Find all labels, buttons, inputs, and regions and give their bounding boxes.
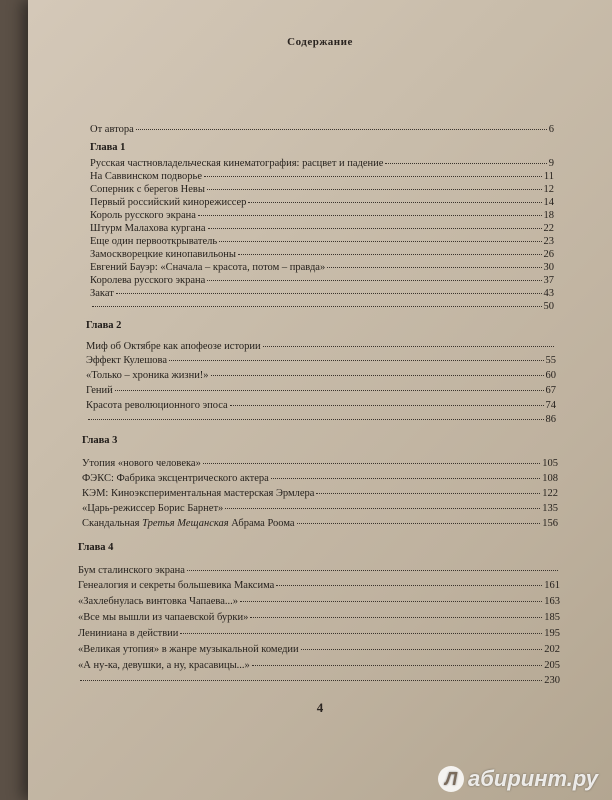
toc-entry-title: Миф об Октябре как апофеозе истории	[86, 341, 261, 352]
toc-entry	[78, 628, 560, 639]
toc-entry	[86, 414, 556, 425]
toc-entry-title: Штурм Малахова кургана	[90, 223, 206, 234]
toc-entry-page: 202	[544, 644, 560, 655]
toc-entry-title: Утопия «нового человека»	[82, 458, 201, 469]
watermark-text: абиринт.ру	[468, 766, 598, 791]
toc-entry-title	[82, 518, 295, 529]
toc-entry	[82, 518, 558, 529]
toc-entry	[90, 301, 554, 312]
leader-dots	[276, 585, 542, 586]
toc-entry-title: «Только – хроника жизни!»	[86, 370, 209, 381]
toc-entry-title: «А ну-ка, девушки, а ну, красавицы...»	[78, 660, 250, 671]
toc-entry-page: 12	[543, 184, 554, 195]
toc-entry	[78, 660, 560, 671]
toc-entry-title: Лениниана в действии	[78, 628, 179, 639]
toc-entry-title: Русская частновладельческая кинематография: расцвет и падение	[90, 158, 384, 169]
toc-entry-title: От автора	[90, 124, 134, 135]
toc-entry-title: Еще один первооткрыватель	[90, 236, 218, 247]
leader-dots	[92, 306, 542, 307]
chapter-heading: Глава 3	[82, 435, 118, 446]
leader-dots	[207, 280, 541, 281]
toc-entry-page: 9	[548, 158, 554, 169]
leader-dots	[187, 570, 558, 571]
toc-entry	[90, 275, 554, 286]
toc-entry	[90, 236, 554, 247]
toc-entry-title: Королева русского экрана	[90, 275, 206, 286]
title-tail-part: Абрама Роома	[228, 518, 295, 529]
page-number: 4	[316, 700, 324, 715]
toc-entry-page: 55	[545, 355, 556, 366]
leader-dots	[225, 508, 540, 509]
leader-dots	[219, 241, 541, 242]
toc-entry-title: «Великая утопия» в жанре музыкальной комедии	[78, 644, 299, 655]
toc-entry	[90, 249, 554, 260]
toc-entry-title: Король русского экрана	[90, 210, 196, 221]
toc-entry	[82, 503, 558, 514]
toc-entry-title: «Все мы вышли из чапаевской бурки»	[78, 612, 249, 623]
toc-entry-page: 135	[542, 503, 558, 514]
toc-entry	[90, 124, 554, 135]
toc-entry-page: 60	[545, 370, 556, 381]
toc-entry-page: 163	[544, 596, 560, 607]
watermark	[438, 766, 598, 792]
toc-entry-page: 67	[545, 385, 556, 396]
toc-entry-page: 185	[544, 612, 560, 623]
leader-dots	[248, 202, 541, 203]
toc-entry-page: 37	[543, 275, 554, 286]
leader-dots	[230, 405, 544, 406]
toc-entry-title: ФЭКС: Фабрика эксцентрического актера	[82, 473, 269, 484]
toc-entry	[90, 288, 554, 299]
toc-entry-page: 156	[542, 518, 558, 529]
leader-dots	[207, 189, 542, 190]
toc-entry	[90, 184, 554, 195]
leader-dots	[88, 419, 544, 420]
toc-entry-title: Красота революционного эпоса	[86, 400, 228, 411]
toc-entry-title: На Саввинском подворье	[90, 171, 202, 182]
leader-dots	[208, 228, 542, 229]
toc-entry	[86, 370, 556, 381]
chapter-heading: Глава 4	[78, 542, 114, 553]
leader-dots	[316, 493, 540, 494]
toc-entry-title: «Захлебнулась винтовка Чапаева...»	[78, 596, 239, 607]
toc-entry-page: 195	[544, 628, 560, 639]
toc-entry	[78, 565, 560, 576]
toc-entry-page: 23	[543, 236, 554, 247]
toc-entry	[86, 385, 556, 396]
toc-entry-title: Гений	[86, 385, 113, 396]
toc-entry	[90, 262, 554, 273]
toc-entry-title: Эффект Кулешова	[86, 355, 168, 366]
toc-entry	[82, 458, 558, 469]
toc-entry	[78, 612, 560, 623]
toc-entry	[82, 488, 558, 499]
leader-dots	[327, 267, 541, 268]
toc-entry	[90, 158, 554, 169]
toc-entry-page: 108	[542, 473, 558, 484]
toc-entry	[86, 400, 556, 411]
title-italic-part: Третья Мещанская	[142, 518, 229, 529]
leader-dots	[301, 649, 543, 650]
toc-entry-page: 6	[548, 124, 554, 135]
labirint-logo-icon: Л	[438, 766, 464, 792]
chapter-heading: Глава 1	[90, 142, 126, 153]
toc-entry-page: 18	[543, 210, 554, 221]
toc-entry-title: Евгений Бауэр: «Сначала – красота, потом – правда»	[90, 262, 326, 273]
toc-entry	[78, 580, 560, 591]
leader-dots	[198, 215, 542, 216]
toc-entry-title: Бум сталинского экрана	[78, 565, 185, 576]
toc-entry-page: 30	[543, 262, 554, 273]
page-title: Содержание	[287, 36, 353, 48]
leader-dots	[136, 129, 547, 130]
leader-dots	[271, 478, 540, 479]
toc-entry-page: 11	[543, 171, 554, 182]
toc-entry	[90, 223, 554, 234]
toc-entry-page: 74	[545, 400, 556, 411]
toc-entry	[78, 675, 560, 686]
leader-dots	[203, 463, 540, 464]
toc-entry-page: 43	[543, 288, 554, 299]
table-of-contents	[28, 0, 612, 800]
toc-entry	[90, 197, 554, 208]
toc-entry-page: 14	[543, 197, 554, 208]
leader-dots	[169, 360, 543, 361]
toc-entry	[86, 355, 556, 366]
leader-dots	[211, 375, 544, 376]
book-page	[28, 0, 612, 800]
toc-entry-title: Первый российский кинорежиссер	[90, 197, 247, 208]
leader-dots	[115, 390, 544, 391]
chapter-heading: Глава 2	[86, 320, 122, 331]
leader-dots	[252, 665, 542, 666]
toc-entry-page: 26	[543, 249, 554, 260]
toc-entry	[90, 210, 554, 221]
leader-dots	[180, 633, 542, 634]
title-part: Скандальная	[82, 518, 143, 529]
toc-entry-title: Соперник с берегов Невы	[90, 184, 205, 195]
leader-dots	[385, 163, 546, 164]
toc-entry	[78, 644, 560, 655]
leader-dots	[263, 346, 554, 347]
toc-entry	[90, 171, 554, 182]
toc-entry	[82, 473, 558, 484]
leader-dots	[250, 617, 542, 618]
toc-entry-page: 50	[543, 301, 554, 312]
leader-dots	[116, 293, 542, 294]
toc-entry-page: 230	[544, 675, 560, 686]
leader-dots	[297, 523, 541, 524]
leader-dots	[80, 680, 542, 681]
toc-entry-page: 122	[542, 488, 558, 499]
toc-entry-page: 161	[544, 580, 560, 591]
toc-entry-title: Закат	[90, 288, 114, 299]
toc-entry-title: «Царь-режиссер Борис Барнет»	[82, 503, 224, 514]
leader-dots	[240, 601, 542, 602]
toc-entry-title: Генеалогия и секреты большевика Максима	[78, 580, 275, 591]
leader-dots	[238, 254, 542, 255]
toc-entry-page: 86	[545, 414, 556, 425]
toc-entry-page: 105	[542, 458, 558, 469]
toc-entry	[86, 341, 556, 352]
toc-entry-page: 22	[543, 223, 554, 234]
toc-entry-page: 205	[544, 660, 560, 671]
toc-entry-title: Замоскворецкие кинопавильоны	[90, 249, 236, 260]
leader-dots	[204, 176, 542, 177]
toc-entry-title: КЭМ: Киноэкспериментальная мастерская Эрмлера	[82, 488, 315, 499]
toc-entry	[78, 596, 560, 607]
